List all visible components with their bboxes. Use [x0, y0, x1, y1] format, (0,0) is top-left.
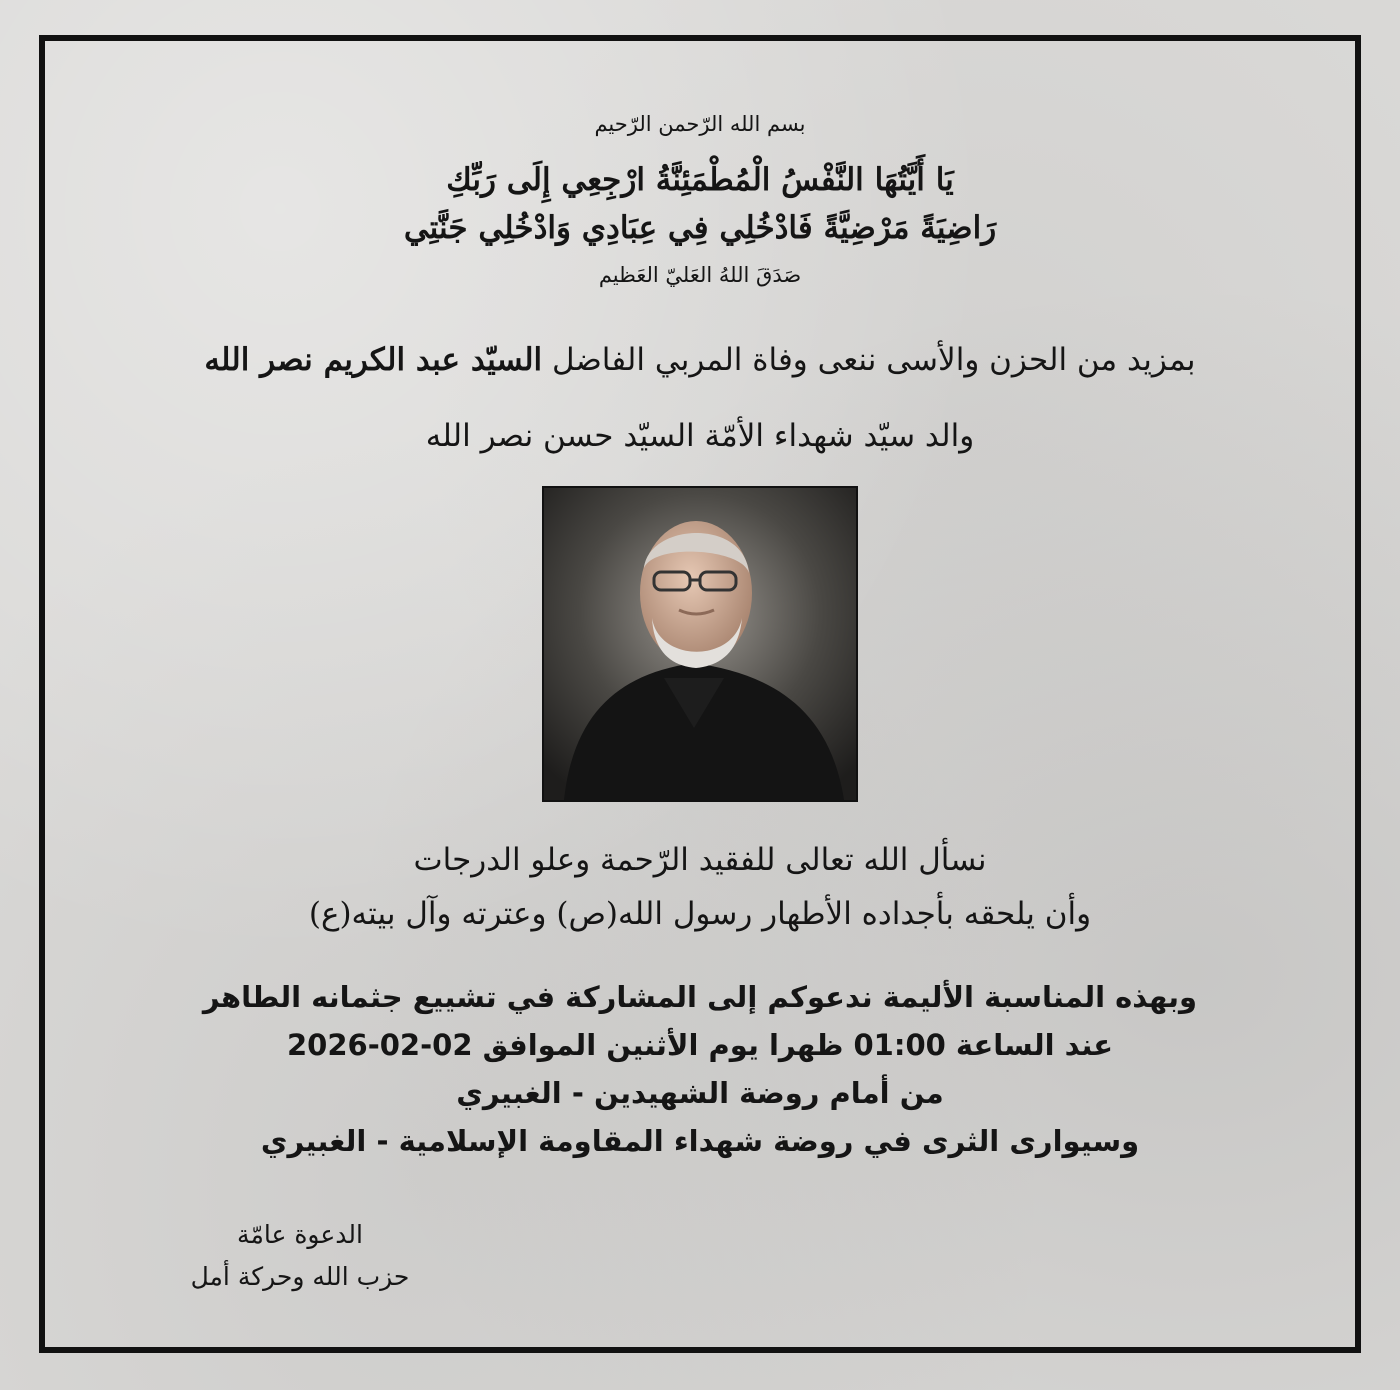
- issuing-organizations: حزب الله وحركة أمل: [190, 1262, 410, 1291]
- invitation-line-1: وبهذه المناسبة الأليمة ندعوكم إلى المشاركة في تشييع جثمانه الطاهر: [202, 980, 1198, 1014]
- obituary-intro: [0, 342, 1400, 378]
- general-invitation-note: الدعوة عامّة: [237, 1220, 363, 1249]
- intro-prefix: بمزيد من الحزن والأسى ننعى وفاة المربي الفاضل: [542, 342, 1196, 378]
- invitation-line-3: من أمام روضة الشهيدين - الغبيري: [456, 1076, 944, 1110]
- prayer-line-2: وأن يلحقه بأجداده الأطهار رسول الله(ص) وعترته وآل بيته(ع): [308, 896, 1092, 932]
- basmala: بسم الله الرّحمن الرّحيم: [594, 112, 806, 136]
- verse-line-2: رَاضِيَةً مَرْضِيَّةً فَادْخُلِي فِي عِبَادِي وَادْخُلِي جَنَّتِي: [403, 210, 997, 246]
- deceased-name: السيّد عبد الكريم نصر الله: [204, 342, 543, 378]
- portrait-illustration: [544, 488, 856, 800]
- father-line: والد سيّد شهداء الأمّة السيّد حسن نصر الله: [425, 418, 975, 454]
- sadaqa-text: صَدَقَ اللهُ العَليّ العَظيم: [598, 263, 802, 287]
- invitation-line-4: وسيوارى الثرى في روضة شهداء المقاومة الإسلامية - الغبيري: [260, 1124, 1140, 1158]
- deceased-portrait: [542, 486, 858, 802]
- invitation-line-2: عند الساعة 01:00 ظهرا يوم الأثنين الموافق 02-02-2026: [286, 1028, 1114, 1062]
- prayer-line-1: نسأل الله تعالى للفقيد الرّحمة وعلو الدرجات: [413, 842, 987, 878]
- verse-line-1: يَا أَيَّتُهَا النَّفْسُ الْمُطْمَئِنَّةُ ارْجِعِي إِلَى رَبِّكِ: [446, 162, 954, 198]
